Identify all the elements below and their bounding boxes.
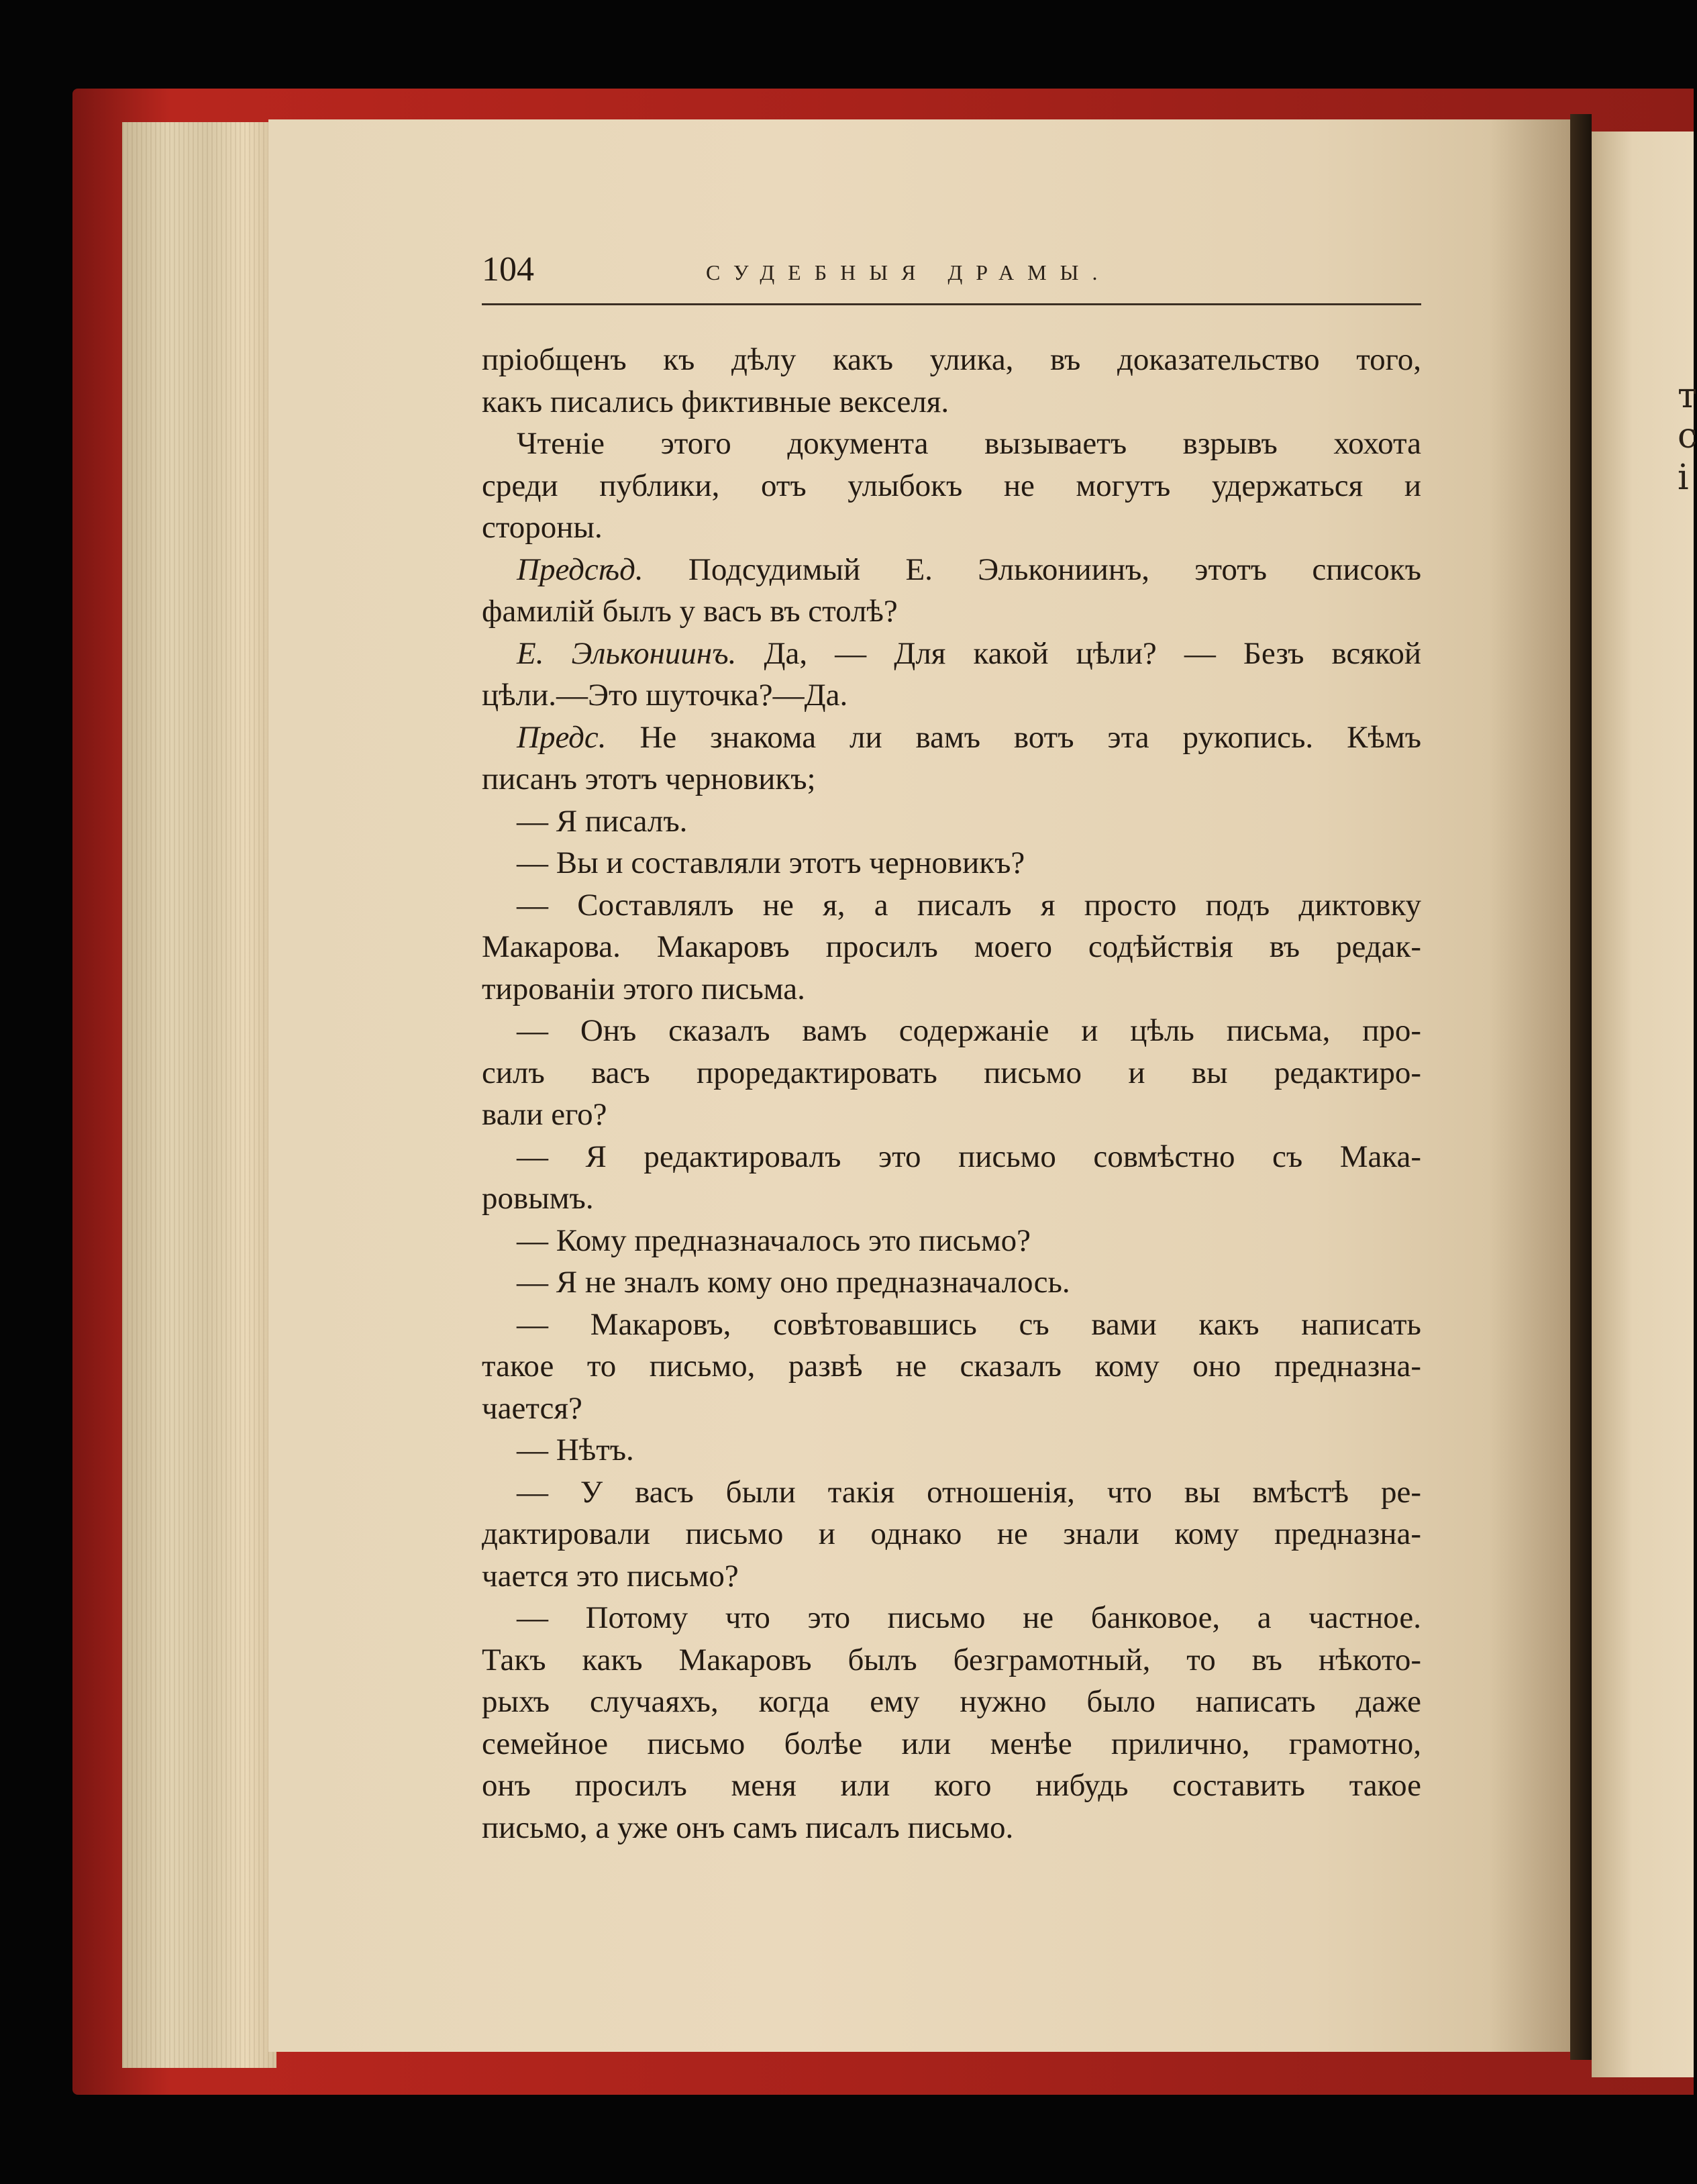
line-text: — Я писалъ.: [517, 803, 688, 839]
text-line: [482, 507, 1421, 549]
text-line: [482, 1429, 1421, 1471]
text-line: [482, 465, 1421, 507]
line-text: фамилій былъ у васъ въ столѣ?: [482, 594, 898, 629]
text-line: [482, 1765, 1421, 1807]
line-text: чается это письмо?: [482, 1558, 739, 1594]
speaker-label: Предсѣд.: [517, 552, 644, 587]
right-page-glyph: с: [1678, 416, 1697, 456]
text-line: [482, 1388, 1421, 1430]
text-line: [482, 926, 1421, 968]
text-line: [482, 674, 1421, 717]
line-text: — Нѣтъ.: [517, 1433, 634, 1467]
page-edges: [122, 122, 276, 2068]
text-line: [482, 549, 1421, 591]
text-line: [482, 1513, 1421, 1555]
line-text: вали его?: [482, 1097, 607, 1132]
line-text: — Макаровъ, совѣтовавшись съ вами какъ написать: [517, 1306, 1421, 1342]
line-text: — Потому что это письмо не банковое, а частное.: [517, 1600, 1421, 1635]
line-text: дактировали письмо и однако не знали кому предназна-: [482, 1516, 1421, 1551]
line-text: — Онъ сказалъ вамъ содержаніе и цѣль письма, про-: [517, 1013, 1421, 1048]
line-text: ровымъ.: [482, 1181, 594, 1216]
line-text: онъ просилъ меня или кого нибудь составить такое: [482, 1768, 1421, 1803]
line-text: — Я не зналъ кому оно предназначалось.: [517, 1265, 1070, 1300]
text-line: [482, 1681, 1421, 1723]
text-line: [482, 381, 1421, 423]
text-line: [482, 968, 1421, 1010]
text-line: [482, 1555, 1421, 1598]
line-text: письмо, а уже онъ самъ писалъ письмо.: [482, 1810, 1014, 1845]
right-page-glyph: т: [1678, 376, 1697, 416]
text-line: [482, 1010, 1421, 1052]
line-text: Подсудимый Е. Элькониинъ, этотъ списокъ: [643, 552, 1421, 587]
speaker-label: Предс.: [517, 719, 607, 755]
line-text: Макарова. Макаровъ просилъ моего содѣйствія въ редак-: [482, 929, 1421, 964]
text-line: [482, 1807, 1421, 1849]
line-text: семейное письмо болѣе или менѣе прилично, грамотно,: [482, 1726, 1421, 1761]
line-text: — Составлялъ не я, а писалъ я просто подъ диктовку: [517, 887, 1421, 923]
text-line: [482, 1261, 1421, 1304]
line-text: пріобщенъ къ дѣлу какъ улика, въ доказательство того,: [482, 342, 1421, 377]
line-text: чается?: [482, 1390, 582, 1426]
body-text: [482, 339, 1421, 1849]
line-text: Не знакома ли вамъ вотъ эта рукопись. Кѣмъ: [606, 719, 1421, 755]
text-line: [482, 1597, 1421, 1639]
right-page-glyph: і: [1678, 458, 1689, 498]
text-line: [482, 1052, 1421, 1094]
text-line: [482, 842, 1421, 884]
text-line: [482, 1345, 1421, 1388]
line-text: — У васъ были такія отношенія, что вы вмѣстѣ ре-: [517, 1474, 1421, 1510]
text-line: [482, 758, 1421, 800]
text-line: [482, 423, 1421, 465]
text-line: [482, 1136, 1421, 1178]
text-line: [482, 633, 1421, 675]
text-line: [482, 339, 1421, 381]
page-header: [482, 250, 1421, 303]
line-text: — Кому предназначалось это письмо?: [517, 1223, 1031, 1258]
line-text: рыхъ случаяхъ, когда ему нужно было написать даже: [482, 1684, 1421, 1719]
book-gutter: [1570, 114, 1592, 2060]
text-line: [482, 1178, 1421, 1220]
text-line: [482, 717, 1421, 759]
text-line: [482, 800, 1421, 843]
text-line: [482, 1723, 1421, 1765]
text-line: [482, 1304, 1421, 1346]
text-line: [482, 1639, 1421, 1681]
line-text: среди публики, отъ улыбокъ не могутъ удержаться и: [482, 468, 1421, 503]
page-number: 104: [482, 250, 534, 289]
text-line: [482, 1471, 1421, 1514]
text-line: [482, 1094, 1421, 1136]
line-text: такое то письмо, развѣ не сказалъ кому оно предназна-: [482, 1349, 1421, 1384]
line-text: Чтеніе этого документа вызываетъ взрывъ хохота: [517, 426, 1421, 461]
line-text: тированіи этого письма.: [482, 971, 805, 1006]
line-text: — Вы и составляли этотъ черновикъ?: [517, 845, 1025, 880]
text-line: [482, 590, 1421, 633]
text-line: [482, 1220, 1421, 1262]
speaker-label: Е. Элькониинъ.: [517, 635, 737, 671]
running-head: СУДЕБНЫЯ ДРАМЫ.: [706, 260, 1111, 284]
line-text: Такъ какъ Макаровъ былъ безграмотный, то въ нѣкото-: [482, 1642, 1421, 1677]
text-line: [482, 884, 1421, 927]
line-text: цѣли.—Это шуточка?—Да.: [482, 678, 848, 713]
line-text: стороны.: [482, 510, 603, 545]
line-text: какъ писались фиктивные векселя.: [482, 384, 949, 419]
line-text: писанъ этотъ черновикъ;: [482, 762, 816, 796]
line-text: Да, — Для какой цѣли? — Безъ всякой: [736, 635, 1421, 671]
line-text: силъ васъ проредактировать письмо и вы редактиро-: [482, 1055, 1421, 1090]
line-text: — Я редактировалъ это письмо совмѣстно съ Мака-: [517, 1139, 1421, 1174]
header-rule: [482, 303, 1421, 305]
